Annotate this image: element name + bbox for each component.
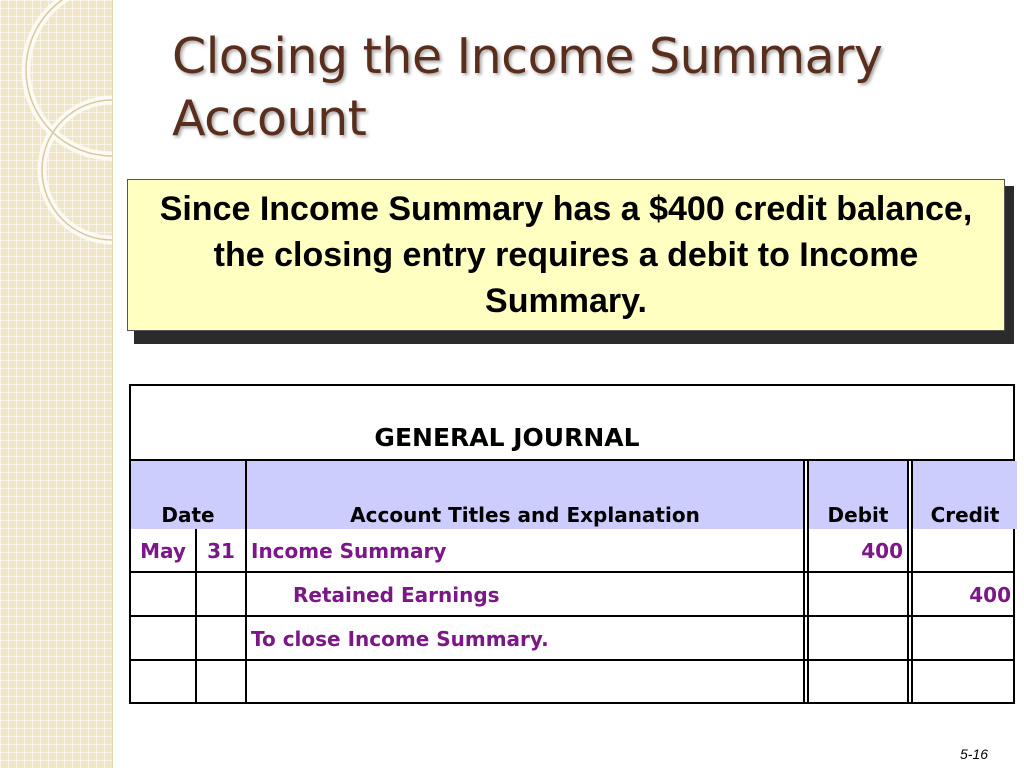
- slide-title: Closing the Income Summary Account: [172, 28, 883, 147]
- grid-line: [131, 659, 1015, 661]
- table-cell-month: May: [140, 538, 186, 563]
- table-cell-credit: [913, 617, 1011, 660]
- grid-line: [131, 571, 1015, 573]
- table-cell-credit: [913, 529, 1011, 572]
- table-cell-day: 31: [207, 538, 235, 563]
- table-cell-debit: [809, 617, 903, 660]
- grid-line: [907, 461, 909, 704]
- table-cell-account: Income Summary: [251, 538, 447, 563]
- column-header-account: Account Titles and Explanation: [350, 503, 700, 527]
- table-cell-credit: 400: [969, 582, 1011, 607]
- table-cell-month: [131, 573, 195, 616]
- decorative-rings: [0, 0, 112, 260]
- column-header-debit: Debit: [827, 503, 889, 527]
- table-cell-debit: [809, 661, 903, 704]
- grid-line: [807, 461, 809, 704]
- table-cell-debit: 400: [861, 538, 903, 563]
- page-number: 5-16: [959, 746, 988, 762]
- decorative-side-strip: [0, 0, 113, 768]
- grid-line: [911, 461, 913, 704]
- grid-line: [195, 529, 197, 704]
- table-cell-debit: [809, 573, 903, 616]
- grid-line: [131, 615, 1015, 617]
- callout-box: [127, 179, 1005, 331]
- column-header-date: Date: [161, 503, 215, 527]
- journal-title: GENERAL JOURNAL: [374, 423, 640, 452]
- table-cell-day: [197, 573, 245, 616]
- grid-line: [131, 459, 1015, 461]
- callout-text: Since Income Summary has a $400 credit balance, the closing entry requires a debit to Income Summary.: [159, 190, 973, 320]
- general-journal: [129, 384, 1015, 704]
- table-cell-credit: [913, 661, 1011, 704]
- table-cell-month: [131, 617, 195, 660]
- table-cell-account: [251, 661, 801, 704]
- table-cell-day: [197, 617, 245, 660]
- table-cell-account: To close Income Summary.: [251, 626, 549, 651]
- table-cell-month: [131, 661, 195, 704]
- table-cell-account: Retained Earnings: [293, 582, 500, 607]
- table-cell-day: [197, 661, 245, 704]
- grid-line: [245, 461, 247, 704]
- column-header-credit: Credit: [930, 503, 1000, 527]
- grid-line: [803, 461, 805, 704]
